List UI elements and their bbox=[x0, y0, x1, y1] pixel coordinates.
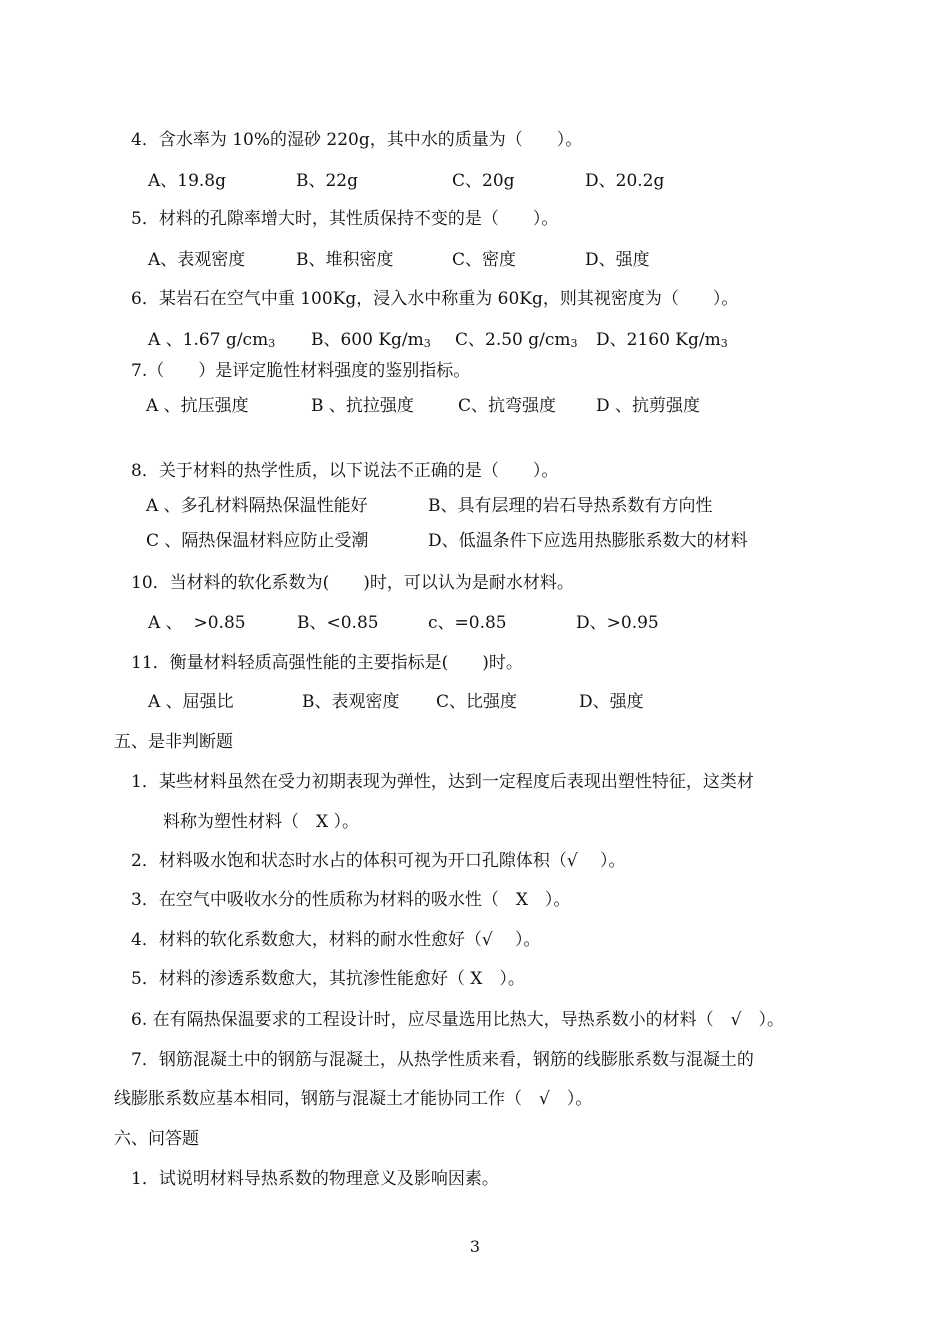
q5-option-c: C、密度 bbox=[452, 250, 517, 270]
page-number: 3 bbox=[469, 1237, 481, 1256]
judgment-item-7: 7．钢筋混凝土中的钢筋与混凝土，从热学性质来看，钢筋的线膨胀系数与混凝土的 bbox=[131, 1050, 754, 1070]
q8-option-b: B、具有层理的岩石导热系数有方向性 bbox=[428, 496, 713, 516]
qa-item-1: 1．试说明材料导热系数的物理意义及影响因素。 bbox=[131, 1169, 499, 1189]
q6-option-a: A 、1.67 $g/cm_3$ bbox=[148, 330, 276, 350]
q10-option-c: c、=0.85 bbox=[428, 613, 507, 633]
q6-option-b: B、600 $Kg/m_3$ bbox=[311, 330, 431, 350]
judgment-item-6: 6. 在有隔热保温要求的工程设计时，应尽量选用比热大，导热系数小的材料（ √ ）。 bbox=[131, 1010, 784, 1030]
q5-option-d: D、强度 bbox=[585, 250, 650, 270]
q10-option-b: B、<0.85 bbox=[297, 613, 379, 633]
q4-option-b: B、22g bbox=[296, 171, 359, 191]
question-5: 5．材料的孔隙率增大时，其性质保持不变的是（ ）。 bbox=[131, 209, 559, 229]
q11-option-d: D、强度 bbox=[579, 692, 644, 712]
q8-option-c: C 、隔热保温材料应防止受潮 bbox=[146, 531, 369, 551]
judgment-item-7-cont: 线膨胀系数应基本相同，钢筋与混凝土才能协同工作（ √ ）。 bbox=[114, 1089, 593, 1109]
q10-option-d: D、>0.95 bbox=[576, 613, 659, 633]
judgment-item-4: 4．材料的软化系数愈大，材料的耐水性愈好（√ ）。 bbox=[131, 930, 541, 950]
q7-option-c: C、抗弯强度 bbox=[458, 396, 557, 416]
q7-option-d: D 、抗剪强度 bbox=[596, 396, 701, 416]
judgment-item-2: 2．材料吸水饱和状态时水占的体积可视为开口孔隙体积（√ ）。 bbox=[131, 851, 626, 871]
judgment-item-5: 5．材料的渗透系数愈大，其抗渗性能愈好（ X ）。 bbox=[131, 969, 525, 989]
question-10: 10．当材料的软化系数为( )时，可以认为是耐水材料。 bbox=[131, 573, 574, 593]
q7-option-b: B 、抗拉强度 bbox=[311, 396, 414, 416]
q6-option-d: D、2160 $Kg/m_3$ bbox=[596, 330, 728, 350]
question-7: 7.（ ）是评定脆性材料强度的鉴别指标。 bbox=[131, 361, 471, 381]
q7-option-a: A 、抗压强度 bbox=[146, 396, 249, 416]
question-8: 8．关于材料的热学性质，以下说法不正确的是（ ）。 bbox=[131, 461, 559, 481]
section-5-heading: 五、是非判断题 bbox=[114, 732, 233, 752]
judgment-item-1: 1．某些材料虽然在受力初期表现为弹性，达到一定程度后表现出塑性特征，这类材 bbox=[131, 772, 754, 792]
q5-option-a: A、表观密度 bbox=[148, 250, 246, 270]
q8-option-a: A 、多孔材料隔热保温性能好 bbox=[146, 496, 368, 516]
judgment-item-3: 3．在空气中吸收水分的性质称为材料的吸水性（ X ）。 bbox=[131, 890, 571, 910]
q11-option-c: C、比强度 bbox=[436, 692, 518, 712]
section-6-heading: 六、问答题 bbox=[114, 1129, 199, 1149]
q4-option-a: A、19.8g bbox=[148, 171, 227, 191]
q11-option-b: B、表观密度 bbox=[302, 692, 400, 712]
question-6: 6．某岩石在空气中重 100Kg，浸入水中称重为 60Kg，则其视密度为（ ）。 bbox=[131, 289, 739, 309]
q5-option-b: B、堆积密度 bbox=[296, 250, 394, 270]
q4-option-d: D、20.2g bbox=[585, 171, 665, 191]
q10-option-a: A 、 >0.85 bbox=[148, 613, 246, 633]
q11-option-a: A 、屈强比 bbox=[148, 692, 234, 712]
question-4: 4．含水率为 10%的湿砂 220g，其中水的质量为（ ）。 bbox=[131, 130, 583, 150]
question-11: 11．衡量材料轻质高强性能的主要指标是( )时。 bbox=[131, 653, 523, 673]
judgment-item-1-cont: 料称为塑性材料（ X ）。 bbox=[163, 812, 360, 832]
q4-option-c: C、20g bbox=[452, 171, 515, 191]
q8-option-d: D、低温条件下应选用热膨胀系数大的材料 bbox=[428, 531, 748, 551]
q6-option-c: C、2.50 $g/cm_3$ bbox=[455, 330, 578, 350]
